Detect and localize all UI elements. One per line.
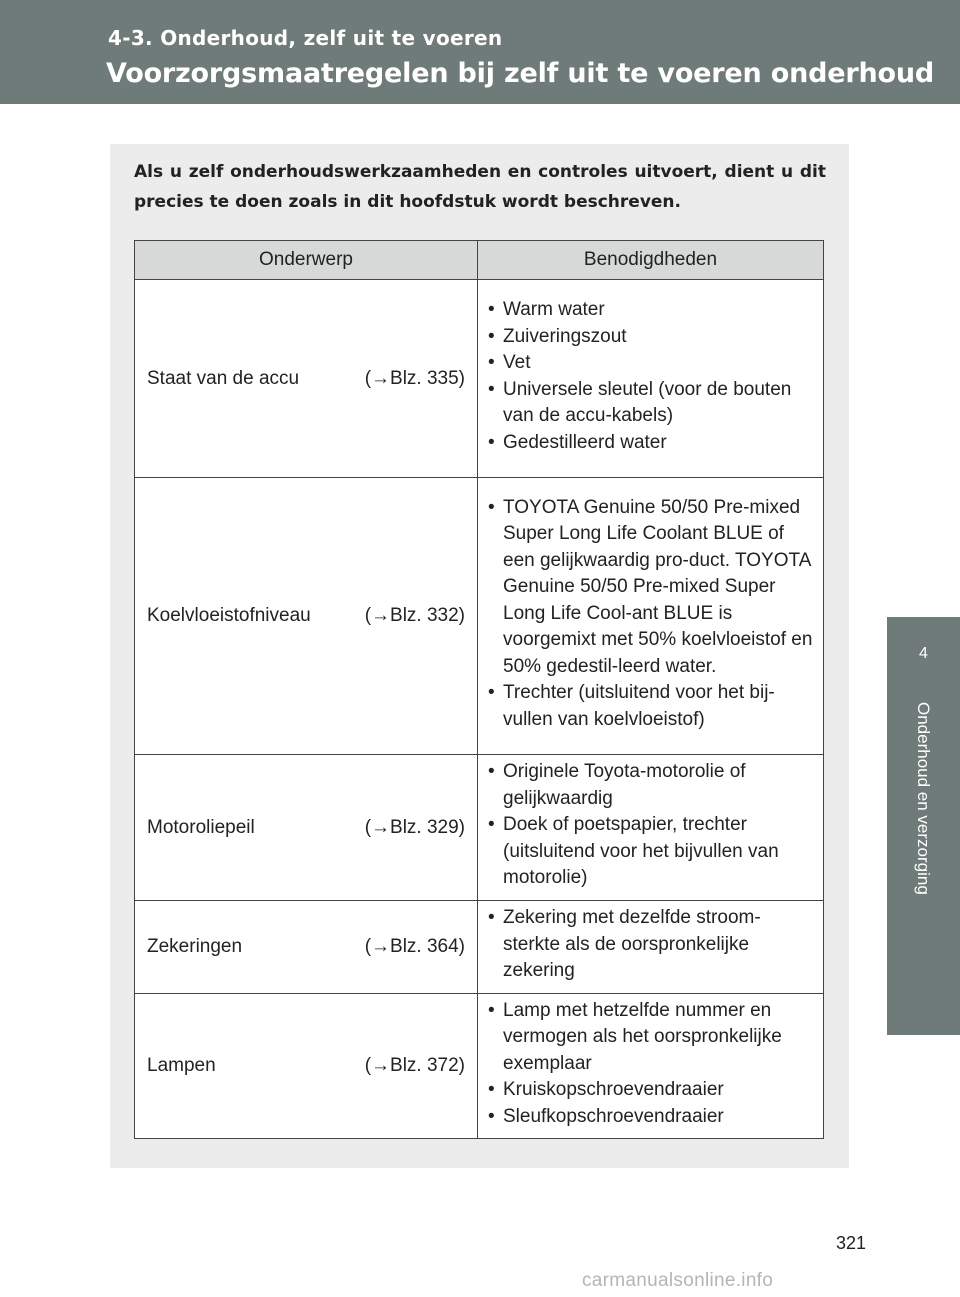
subject-cell <box>135 901 478 994</box>
page-header <box>0 0 960 104</box>
list-item: • Warm water <box>488 297 813 324</box>
requirements-cell <box>478 478 824 755</box>
requirements-cell <box>478 755 824 901</box>
list-item: • TOYOTA Genuine 50/50 Pre-mixed Super Long Life Coolant BLUE of een gelijkwaardig pro-duct. TOYOTA Genuine 50/50 Pre-mixed Super Long Life Cool-ant BLUE is voorgemixt met 50% koelvloeistof en 50% gedestil-leerd water. <box>488 495 813 681</box>
subject-cell <box>135 755 478 901</box>
page-reference: (→Blz. 329) <box>364 816 465 838</box>
table-row <box>135 901 824 994</box>
subject-label: Lampen <box>147 1054 216 1076</box>
requirements-list <box>488 905 813 985</box>
chapter-number: 4 <box>919 645 928 662</box>
column-header-subject: Onderwerp <box>135 241 478 280</box>
table-row <box>135 993 824 1139</box>
chapter-side-tab <box>887 617 960 1035</box>
requirements-list <box>488 759 813 892</box>
list-item: • Gedestilleerd water <box>488 430 813 457</box>
watermark: carmanualsonline.info <box>582 1270 774 1291</box>
subject-label: Motoroliepeil <box>147 816 255 838</box>
list-item: • Lamp met hetzelfde nummer en vermogen als het oorspronkelijke exemplaar <box>488 998 813 1078</box>
list-item: • Zuiveringszout <box>488 324 813 351</box>
requirements-list <box>488 297 813 456</box>
table-row <box>135 280 824 478</box>
list-item: • Universele sleutel (voor de bouten van de accu-kabels) <box>488 377 813 430</box>
table-row <box>135 478 824 755</box>
list-item: • Vet <box>488 350 813 377</box>
maintenance-table <box>134 240 824 1139</box>
requirements-list <box>488 998 813 1131</box>
list-item: • Originele Toyota-motorolie of gelijkwaardig <box>488 759 813 812</box>
intro-text: Als u zelf onderhoudswerkzaamheden en controles uitvoert, dient u dit precies te doen zoals in dit hoofdstuk wordt beschreven. <box>134 162 826 212</box>
page-reference: (→Blz. 335) <box>364 367 465 389</box>
subject-label: Staat van de accu <box>147 367 300 389</box>
subject-label: Zekeringen <box>147 935 243 957</box>
subject-cell <box>135 993 478 1139</box>
table-header-row <box>135 241 824 280</box>
page-reference: (→Blz. 372) <box>364 1054 465 1076</box>
page-number: 321 <box>836 1233 867 1253</box>
column-header-requirements: Benodigdheden <box>478 241 824 280</box>
requirements-cell <box>478 280 824 478</box>
requirements-list <box>488 495 813 734</box>
list-item: • Sleufkopschroevendraaier <box>488 1104 813 1131</box>
subject-label: Koelvloeistofniveau <box>147 605 311 626</box>
list-item: • Doek of poetspapier, trechter (uitsluitend voor het bijvullen van motorolie) <box>488 812 813 892</box>
chapter-title: Onderhoud en verzorging <box>914 702 933 895</box>
list-item: • Zekering met dezelfde stroom-sterkte als de oorspronkelijke zekering <box>488 905 813 985</box>
table-row <box>135 755 824 901</box>
page-reference: (→Blz. 364) <box>364 935 465 957</box>
list-item: • Trechter (uitsluitend voor het bij-vullen van koelvloeistof) <box>488 680 813 733</box>
requirements-cell <box>478 901 824 994</box>
subject-cell <box>135 478 478 755</box>
page-reference: (→Blz. 332) <box>364 605 465 626</box>
subject-cell <box>135 280 478 478</box>
page-title: Voorzorgsmaatregelen bij zelf uit te voeren onderhoud <box>106 58 934 89</box>
content-box <box>110 144 849 1168</box>
requirements-cell <box>478 993 824 1139</box>
list-item: • Kruiskopschroevendraaier <box>488 1077 813 1104</box>
section-label: 4-3. Onderhoud, zelf uit te voeren <box>108 26 503 50</box>
